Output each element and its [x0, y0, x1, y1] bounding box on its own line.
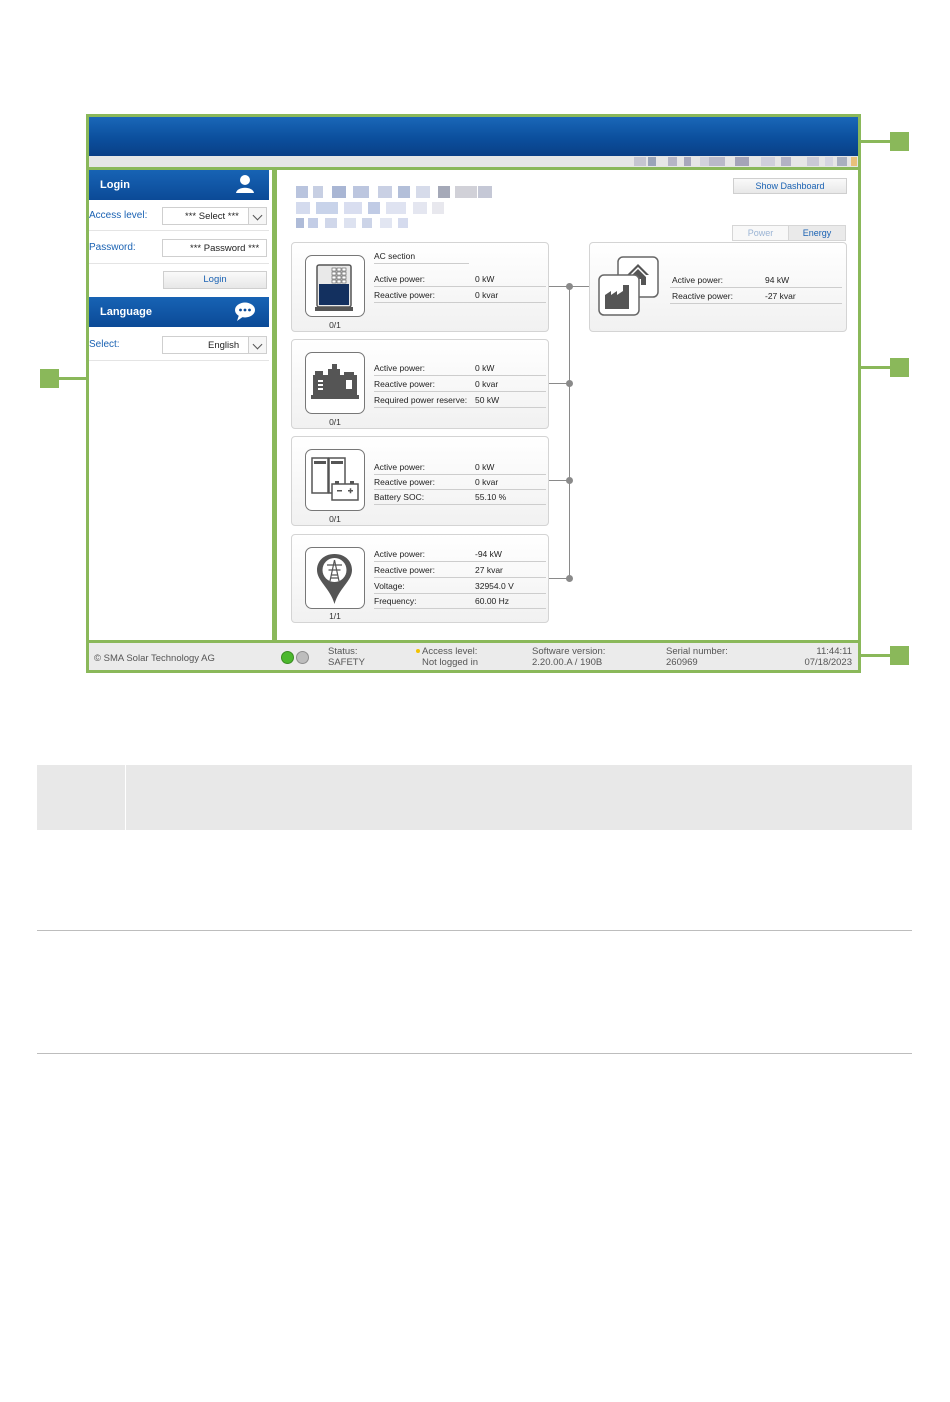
generator-card[interactable] [291, 339, 549, 429]
access-indicator-icon [416, 649, 420, 653]
bus-node [566, 380, 573, 387]
row-divider [89, 230, 269, 231]
battery-inverter-icon [305, 449, 365, 511]
status-value: SAFETY [328, 657, 365, 668]
inverter-card[interactable] [291, 242, 549, 332]
load-card[interactable] [589, 242, 847, 332]
row-divider [89, 263, 269, 264]
language-select[interactable] [162, 336, 267, 354]
app-header [89, 117, 858, 156]
access-level-value: *** Select *** [185, 211, 239, 222]
language-title: Language [100, 306, 152, 318]
frame-divider [272, 170, 277, 642]
password-field[interactable] [162, 239, 267, 257]
grid-pylon-icon [305, 547, 365, 609]
kv-row: Required power reserve: 50 kW [374, 392, 546, 408]
table-header [37, 765, 912, 830]
kv-row: Active power: 0 kW [374, 360, 546, 376]
status-led-gray [296, 651, 309, 664]
clock-date: 07/18/2023 [804, 657, 852, 668]
card-title: AC section [374, 248, 469, 264]
kv-row: Active power: 94 kW [670, 272, 842, 288]
kv-row: Voltage: 32954.0 V [374, 578, 546, 594]
language-panel-header [89, 297, 269, 327]
software-version-label: Software version: [532, 646, 606, 657]
language-select-label: Select: [89, 339, 120, 350]
tab-power[interactable]: Power [732, 225, 789, 241]
kv-row: Reactive power: 0 kvar [374, 287, 546, 303]
chat-bubble-icon [234, 302, 256, 322]
bus-node [566, 477, 573, 484]
battery-card[interactable] [291, 436, 549, 526]
device-count: 1/1 [329, 611, 341, 621]
kv-row: Reactive power: 27 kvar [374, 562, 546, 578]
clock-time: 11:44:11 [816, 646, 852, 657]
status-footer [89, 643, 858, 670]
callout-marker-header [890, 132, 909, 151]
access-level-select[interactable] [162, 207, 267, 225]
device-count: 0/1 [329, 320, 341, 330]
callout-marker-sidebar [40, 369, 59, 388]
callout-marker-footer [890, 646, 909, 665]
status-label: Status: [328, 646, 358, 657]
bus-node [566, 575, 573, 582]
generator-icon [305, 352, 365, 414]
login-panel-header [89, 170, 269, 200]
user-icon [234, 174, 256, 194]
login-title: Login [100, 179, 130, 191]
access-level-label: Access level: [89, 210, 148, 221]
kv-row: Active power: -94 kW [374, 546, 546, 562]
password-placeholder: *** Password *** [190, 243, 260, 254]
kv-row: Reactive power: 0 kvar [374, 376, 546, 392]
password-label: Password: [89, 242, 136, 253]
row-divider [89, 360, 269, 361]
kv-row: Active power: 0 kW [374, 271, 546, 287]
software-version-value: 2.20.00.A / 190B [532, 657, 603, 668]
callout-line [861, 366, 891, 369]
access-level-footer-label: Access level: [422, 646, 478, 657]
status-led-green [281, 651, 294, 664]
language-value: English [208, 340, 240, 351]
bus-node [566, 283, 573, 290]
load-home-factory-icon [597, 255, 663, 319]
login-button[interactable]: Login [163, 271, 267, 289]
device-count: 0/1 [329, 514, 341, 524]
callout-marker-content [890, 358, 909, 377]
table-row-divider [37, 930, 912, 931]
kv-row: Active power: 0 kW [374, 459, 546, 475]
inverter-icon [305, 255, 365, 317]
serial-number-label: Serial number: [666, 646, 728, 657]
kv-row: Frequency: 60.00 Hz [374, 593, 546, 609]
kv-row: Battery SOC: 55.10 % [374, 489, 546, 505]
header-subbar [89, 156, 858, 167]
grid-card[interactable] [291, 534, 549, 623]
kv-row: Reactive power: 0 kvar [374, 474, 546, 490]
access-level-footer-value: Not logged in [422, 657, 478, 668]
chevron-down-icon [248, 337, 266, 353]
table-row-divider [37, 1053, 912, 1054]
kv-row: Reactive power: -27 kvar [670, 288, 842, 304]
chevron-down-icon [248, 208, 266, 224]
callout-line [861, 140, 891, 143]
table-column-divider [125, 765, 126, 830]
tab-energy[interactable]: Energy [789, 225, 846, 241]
device-count: 0/1 [329, 417, 341, 427]
show-dashboard-button[interactable]: Show Dashboard [733, 178, 847, 194]
copyright: © SMA Solar Technology AG [94, 653, 215, 664]
bus-line [569, 286, 570, 579]
callout-line [58, 377, 86, 380]
callout-line [861, 654, 891, 657]
serial-number-value: 260969 [666, 657, 698, 668]
